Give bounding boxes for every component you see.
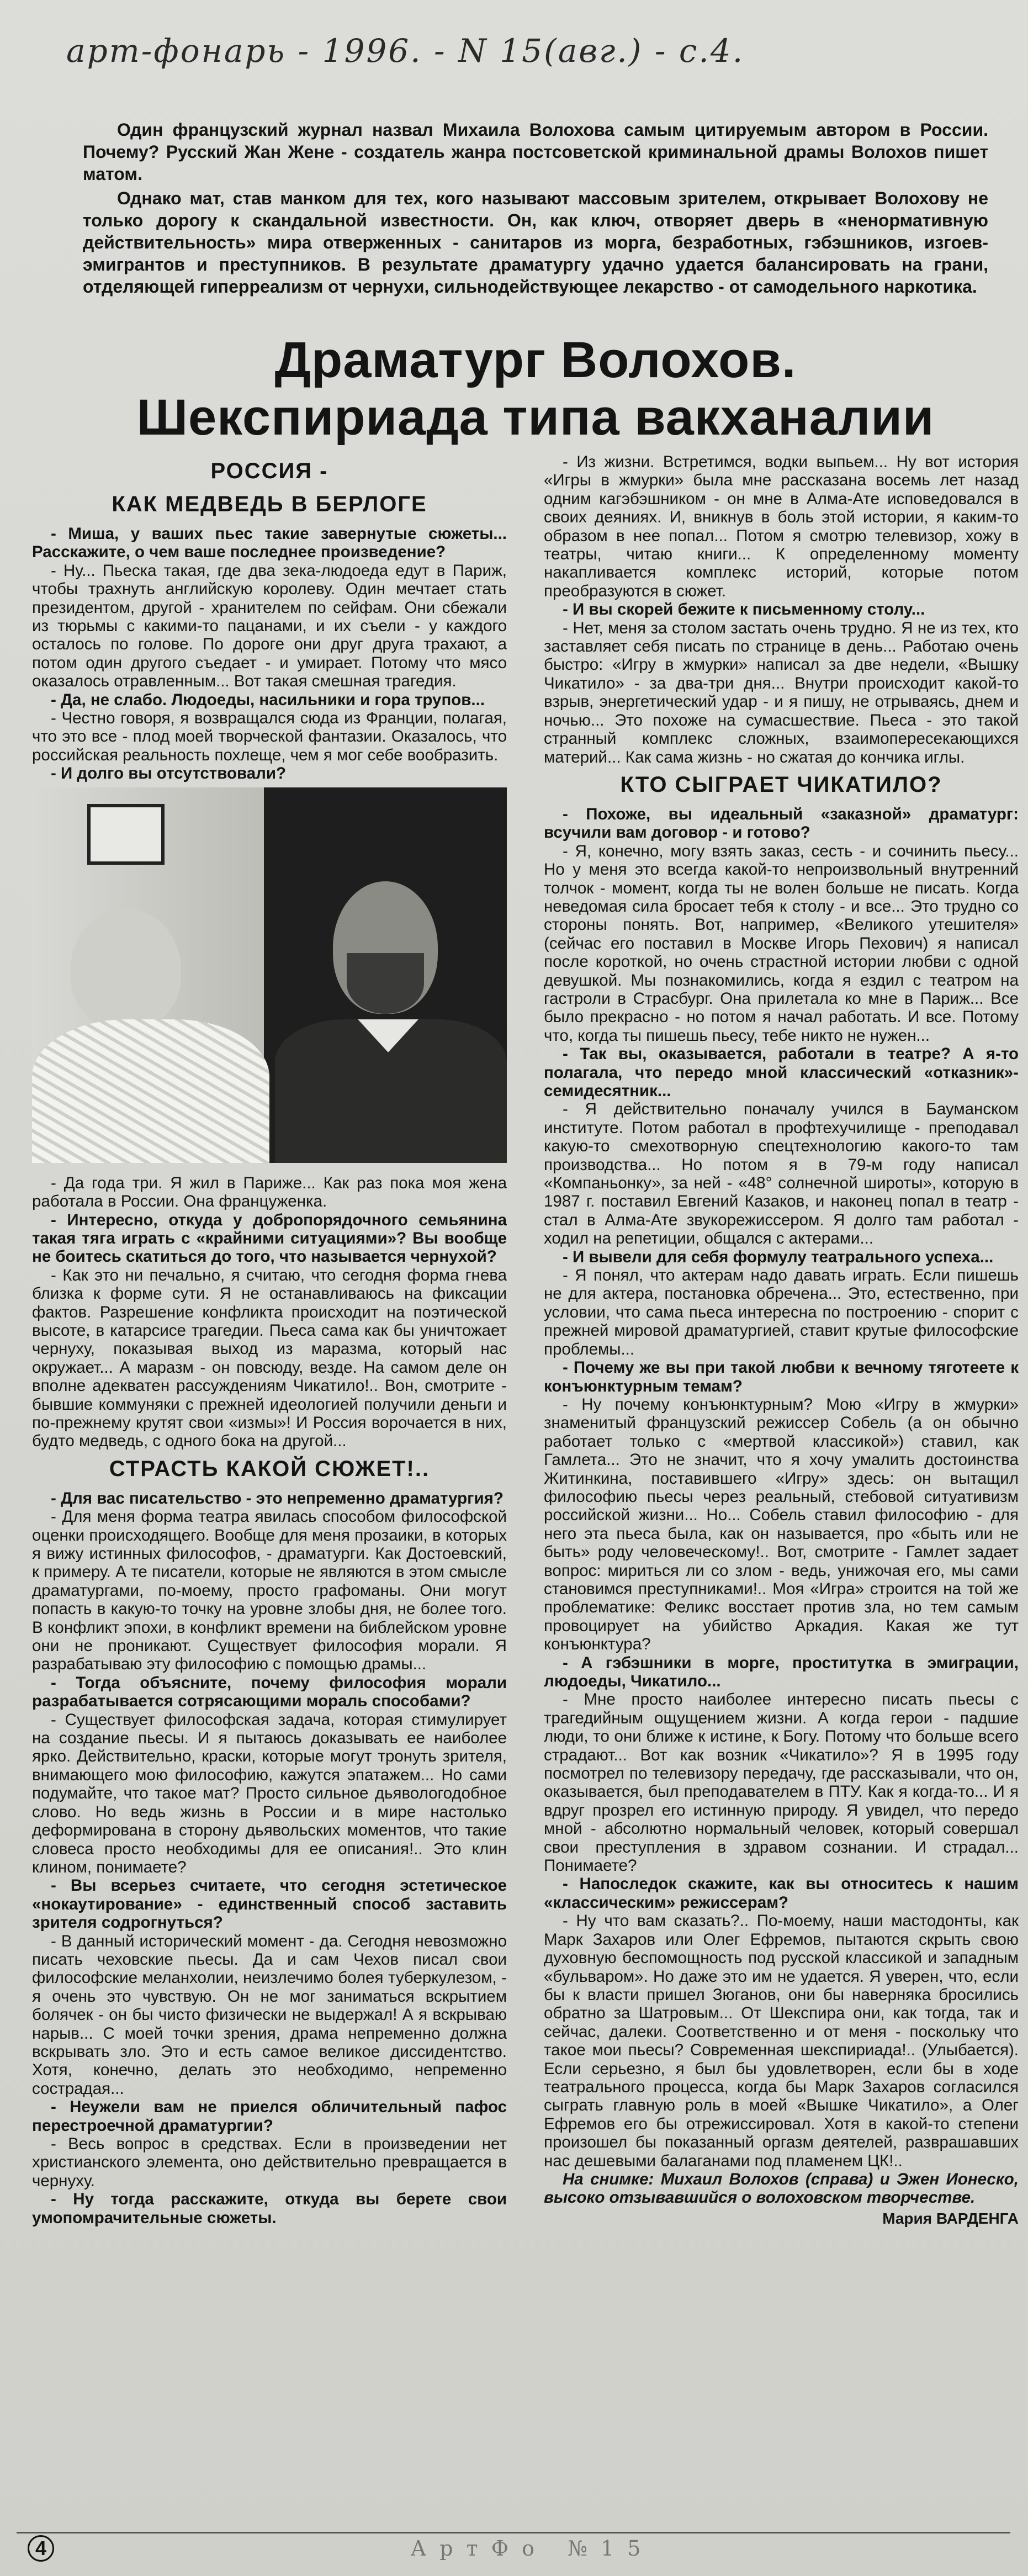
section-subheading: КТО СЫГРАЕТ ЧИКАТИЛО?: [620, 772, 942, 797]
interview-answer: - Я, конечно, могу взять заказ, сесть - и сочинить пьесу... Но у меня это всегда какой-то непроизвольный внутренний толчок - момент, когда ты не волен больше не писать. Когда неведомая сила бросает тебя к столу - и все... Это трудно со стороны понять. Вот, например, «Великого утешителя» (сейчас его поставил в Москве Игорь Пехович) я написал после короткой, но очень страстной истории любви с одной девушкой. Мы познакомились, когда я ездил с театром на гастроли в Страсбург. Она прилетала ко мне в Париж... Все было прекрасно - но потом я начал работать. И все. Потому что, когда ты пишешь пьесу, тебе никто не нужен...: [544, 842, 1019, 1045]
interview-question: - Тогда объясните, почему философия морали разрабатывается сотрясающими мораль способами?: [32, 1673, 507, 1711]
interview-question: - Интересно, откуда у добропорядочного семьянина такая тяга играть с «крайними ситуациями»? Вы вообще не боитесь скатиться до того, что называется чернухой?: [32, 1210, 507, 1266]
interview-question: - Неужели вам не приелся обличительный пафос перестроечной драматургии?: [32, 2098, 507, 2135]
right-column: [544, 453, 1019, 2507]
interview-answer: - Из жизни. Встретимся, водки выпьем... Ну вот история «Игры в жмурки» была мне рассказана восемь лет назад одним кагэбэшником - он мне в Алма-Ате исповедовался в своих деяниях. И, вникнув в боль этой истории, я каким-то образом в нее попал... Потом я смотрю телевизор, хожу в театры, читаю книги... К определенному моменту накапливается комплекс историй, которые потом преобразуются в сюжет.: [544, 453, 1019, 600]
interview-question: - И вы скорей бежите к письменному столу...: [563, 600, 925, 619]
interview-answer: - Существует философская задача, которая стимулирует на создание пьесы. И я пытаюсь доказывать ее наиболее ярко. Действительно, краски, которые могут тронуть зрителя, внимающего мою философию, кажутся эпатажем... Но сами подумайте, что такое мат? Просто сильное дьявологодобное слово. Но ведь жизнь в России и в мире настолько деформирована в сторону дьявольских моментов, что такие словеса просто необходимы для ее описания!.. Это клин клином, понимаете?: [32, 1710, 507, 1876]
interview-question: - Ну тогда расскажите, откуда вы берете свои умопомрачительные сюжеты.: [32, 2190, 507, 2227]
interview-answer: - Я действительно поначалу учился в Бауманском институте. Потом работал в профтехучилище - преподавал какую-то смехотворную спецтехнологию какого-то там производства... Но потом я в 79-м году написал «Компаньонку», за ней - «48° солнечной широты», которую в 1987 г. поставил Евгений Казаков, и наконец попал в театр - стал в Алма-Ате звукорежиссером. Я долго там работал - ходил на репетиции, общался с актерами...: [544, 1100, 1019, 1248]
interview-question: - Почему же вы при такой любви к вечному тяготеете к конъюнктурным темам?: [544, 1358, 1019, 1395]
lead-paragraph: Один французский журнал назвал Михаила Волохова самым цитируемым автором в России. Почему? Русский Жан Жене - создатель жанра постсоветской криминальной драмы Волохов пишет матом.: [83, 120, 988, 184]
page-number: 4: [28, 2535, 54, 2562]
interview-question: - Похоже, вы идеальный «заказной» драматург: всучили вам договор - и готово?: [544, 805, 1019, 842]
section-subheading: РОССИЯ -: [210, 459, 328, 483]
photo-caption: На снимке: Михаил Волохов (справа) и Эжен Ионеско, высоко отзывавшийся о волоховском творчестве.: [544, 2170, 1019, 2207]
article-photo: [32, 787, 507, 1163]
lead-paragraph: Однако мат, став манком для тех, кого называют массовым зрителем, открывает Волохову не только дорогу к скандальной известности. Он, как ключ, отворяет дверь в «ненормативную действительность» мира отверженных - санитаров из морга, безработных, гэбэшников, изгоев-эмигрантов и преступников. В результате драматургу удачно удается балансировать на грани, отделяющей гиперреализм от чернухи, сильнодействующее лекарство - от самодельного наркотика.: [83, 188, 988, 297]
page-footer: [17, 2532, 1010, 2563]
interview-answer: - Ну... Пьеска такая, где два зека-людоеда едут в Париж, чтобы трахнуть английскую королеву. Один мечтает стать президентом, другой - хранителем по сейфам. Они сбежали из тюрьмы с какими-то пацанами, и их съели - у каждого осталось по голове. По дороге они друг друга трахают, а потом один другого съедает - и умирает. Потому что мясо оказалось отравленным... Вот такая смешная трагедия.: [32, 561, 507, 691]
interview-answer: - Как это ни печально, я считаю, что сегодня форма гнева близка к форме сути. Я не останавливаюсь на фиксации фактов. Разрешение конфликта происходит на поэтической высоте, в катарсисе трагедии. Пьеса сама как бы уничтожает чернуху, показывая выход из маразма, который нас окружает... А маразм - он повсюду, везде. На самом деле он вполне адекватен рассуждениям Чикатило!.. Вон, смотрите - бывшие коммуняки с прежней идеологией получили деньги и по-прежнему крутят свои «измы»! И Россия ворочается в них, будто медведь, с одного бока на другой...: [32, 1266, 507, 1451]
interview-question: - Напоследок скажите, как вы относитесь к нашим «классическим» режиссерам?: [544, 1875, 1019, 1912]
interview-answer: - Для меня форма театра явилась способом философской оценки происходящего. Вообще для меня прозаики, в которых я вижу истинных философов, - драматурги. Как Достоевский, к примеру. А те писатели, которые не являются в этом смысле драматургами, по-моему, просто графоманы. Они могут попасть в какую-то точку на уровне злобы дня, не более того. В конфликт эпохи, в конфликт времени на библейском уровне они не проникают. Существует философия морали. Я разрабатываю эту философию с помощью драмы...: [32, 1507, 507, 1674]
interview-question: - И долго вы отсутствовали?: [51, 764, 287, 783]
interview-answer: - В данный исторический момент - да. Сегодня невозможно писать чеховские пьесы. Да и сам Чехов писал свои философские меланхолии, неизлечимо болея туберкулезом, - я очень это чувствую. Он не мог заниматься вскрытием болячек - он бы чисто физически не выдержал! А я вскрываю нарыв... С моей точки зрения, драма непременно должна вскрывать зло. Это и есть самое великое диссидентство. Хотя, конечно, делать это необходимо, непременно сострадая...: [32, 1932, 507, 2098]
left-column: [32, 453, 507, 2518]
interview-question: - Миша, у ваших пьес такие завернутые сюжеты... Расскажите, о чем ваше последнее произведение?: [32, 525, 507, 562]
article-author: Мария ВАРДЕНГА: [882, 2209, 1019, 2227]
section-subheading: КАК МЕДВЕДЬ В БЕРЛОГЕ: [112, 492, 427, 516]
interview-question: - Так вы, оказывается, работали в театре? А я-то полагала, что передо мной классический «отказник»-семидесятник...: [544, 1045, 1019, 1100]
interview-answer: - Ну что вам сказать?.. По-моему, наши мастодонты, как Марк Захаров или Олег Ефремов, пытаются скрыть свою духовную беспомощность под русской классикой и западным «бульваром». Но даже это им не удается. Я уверен, что, если бы к власти пришел Зюганов, они бы наверняка бросились обратно за Шатровым... От Шекспира они, как тогда, так и сейчас, далеки. Соответственно и от меня - поскольку что такое мои пьесы? Современная шекспириада!.. (Улыбается). Если серьезно, я был бы удовлетворен, если бы в ходе театрального процесса, когда бы Марк Захаров согласился сыграть главную роль в моей «Вышке Чикатило», а Олег Ефремов его бы отрежиссировал. Хотя в какой-то степени произошел бы показанный оргазм деятелей, разврашавших нас дешевыми балаганами под пламенем ЦК!..: [544, 1912, 1019, 2170]
interview-question: - Вы всерьез считаете, что сегодня эстетическое «нокаутирование» - единственный способ заставить зрителя содрогнуться?: [32, 1876, 507, 1932]
section-subheading: СТРАСТЬ КАКОЙ СЮЖЕТ!..: [109, 1456, 430, 1481]
interview-answer: - Ну почему конъюнктурным? Мою «Игру в жмурки» знаменитый французский режиссер Собель (а он обычно работает только с «мертвой классикой») ставил, как Гамлета... Это не значит, что я хочу умалить достоинства Житинкина, поставившего «Игру» здесь: он вытащил философию пьесы через реальный, стебовой ситуативизм российской жизни... Но... Собель ставил философию - для него эта пьеса была, как он называется, про «быть или не быть» роду человеческому!.. Вот, смотрите - Гамлет задает вопрос: мириться ли со злом - ведь, унижочая его, мы сами становимся преступниками!.. Моя «Игра» строится на той же проблематике: Феликс восстает против зла, но тем самым провоцирует на убийство Аркадия. Какая же тут конъюнктура?: [544, 1395, 1019, 1654]
interview-question: - И вывели для себя формулу театрального успеха...: [563, 1247, 994, 1266]
interview-question: - Да, не слабо. Людоеды, насильники и гора трупов...: [51, 690, 485, 709]
interview-answer: - Честно говоря, я возвращался сюда из Франции, полагая, что это все - плод моей творческой фантазии. Оказалось, что российская реальность похлеще, чем я мог себе вообразить.: [32, 709, 507, 764]
interview-answer: - Нет, меня за столом застать очень трудно. Я не из тех, кто заставляет себя писать по странице в день... Работаю очень быстро: «Игру в жмурки» написал за две недели, «Вышку Чикатило» - за два-три дня... Внутри происходит какой-то взрыв, энергетический удар - и я пишу, не отрываясь, днем и ночью... Это похоже на сумасшествие. Пьеса - это такой странный комплекс сложных, взаимопересекающихся материй... Как сама жизнь - но сжатая до кончика иглы.: [544, 618, 1019, 766]
interview-answer: - Весь вопрос в средствах. Если в произведении нет христианского элемента, оно действительно превращается в чернуху.: [32, 2135, 507, 2190]
interview-answer: - Мне просто наиболее интересно писать пьесы с трагедийным ощущением жизни. А когда герои - падшие люди, то они ближе к истине, к Богу. Потому что больше всего страдают... Вот как возник «Чикатило»? Я в 1995 году посмотрел по телевизору передачу, где рассказывали, что он, оказывается, был преподавателем в ПТУ. Как я когда-то... И я вдруг прозрел его истинную природу. Я увидел, что передо мной - абсолютно нормальный человек, который совершал свои преступления в здравом сознании. И страдал... Понимаете?: [544, 1690, 1019, 1875]
handwritten-note: арт-фонарь - 1996. - N 15(авг.) - с.4.: [66, 32, 745, 70]
interview-answer: - Я понял, что актерам надо давать играть. Если пишешь не для актера, постановка обречена... Это, естественно, при условии, что сама пьеса интересна по построению - спорит с прежней мировой драматургией, ставит крутые философские проблемы...: [544, 1266, 1019, 1358]
interview-question: - А гэбэшники в морге, проститутка в эмиграции, людоеды, Чикатило...: [544, 1653, 1019, 1690]
headline-line: Драматург Волохов.: [274, 332, 797, 388]
interview-answer: - Да года три. Я жил в Париже... Как раз пока моя жена работала в России. Она француженка.: [32, 1173, 507, 1211]
lead-paragraphs: [83, 119, 988, 300]
interview-question: - Для вас писательство - это непременно драматургия?: [51, 1489, 504, 1507]
article-headline: [83, 331, 988, 446]
headline-line: Шекспириада типа вакханалии: [136, 389, 935, 446]
masthead: АртФо №15: [410, 2536, 654, 2561]
